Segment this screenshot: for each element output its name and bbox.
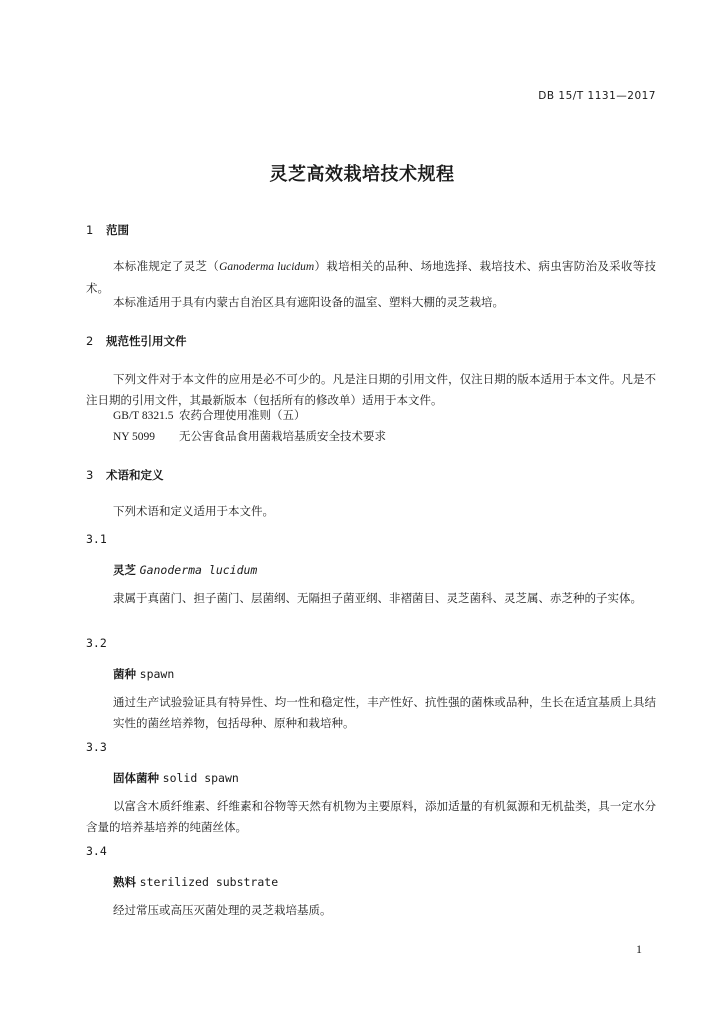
section-1-heading — [86, 222, 129, 238]
section-1-paragraph-2: 本标准适用于具有内蒙古自治区具有遮阳设备的温室、塑料大棚的灵芝栽培。 — [113, 295, 504, 309]
latin-name: Ganoderma lucidum — [219, 261, 315, 273]
term-cn: 菌种 — [113, 667, 136, 681]
section-title: 规范性引用文件 — [106, 334, 187, 348]
term-number: 3.1 — [86, 532, 107, 546]
section-number: 3 — [86, 468, 94, 482]
term-en: sterilized substrate — [139, 875, 279, 889]
term-3-1-definition: 隶属于真菌门、担子菌门、层菌纲、无隔担子菌亚纲、非褶菌目、灵芝菌科、灵芝属、赤芝种的子实体。 — [113, 591, 642, 605]
reference-title: 农药合理使用准则（五） — [179, 408, 306, 422]
text: 本标准规定了灵芝（ — [113, 259, 220, 273]
term-3-3 — [113, 770, 239, 786]
term-cn: 熟料 — [113, 875, 136, 889]
term-3-1 — [113, 562, 257, 578]
reference-item — [113, 426, 386, 448]
term-en: solid spawn — [162, 771, 239, 785]
term-3-2 — [113, 666, 174, 682]
text: ）栽培相关的品种、场地选择、栽培技术、病虫害防治及采收等技术。 — [86, 259, 657, 295]
section-3-heading — [86, 467, 164, 483]
term-en: spawn — [139, 667, 175, 681]
term-number: 3.2 — [86, 636, 107, 650]
section-2-heading — [86, 333, 187, 349]
term-3-4 — [113, 874, 278, 890]
section-number: 1 — [86, 223, 94, 237]
term-3-4-definition: 经过常压或高压灭菌处理的灵芝栽培基质。 — [113, 903, 332, 917]
document-title: 灵芝高效栽培技术规程 — [269, 164, 455, 185]
section-number: 2 — [86, 334, 94, 348]
term-cn: 灵芝 — [113, 563, 136, 577]
term-number: 3.4 — [86, 844, 107, 858]
reference-title: 无公害食品食用菌栽培基质安全技术要求 — [179, 429, 386, 443]
reference-code: NY 5099 — [113, 431, 156, 443]
term-cn: 固体菌种 — [113, 771, 159, 785]
section-title: 术语和定义 — [106, 468, 164, 482]
document-code: DB 15/T 1131—2017 — [538, 90, 656, 102]
reference-item — [113, 405, 306, 427]
term-number: 3.3 — [86, 740, 107, 754]
page-number: 1 — [636, 942, 642, 956]
term-en: Ganoderma lucidum — [139, 563, 258, 577]
section-3-intro: 下列术语和定义适用于本文件。 — [113, 504, 274, 518]
section-title: 范围 — [106, 223, 129, 237]
term-3-3-definition: 以富含木质纤维素、纤维素和谷物等天然有机物为主要原料，添加适量的有机氮源和无机盐类，具一定水分含量的培养基培养的纯菌丝体。 — [86, 799, 656, 834]
section-2-paragraph-1: 下列文件对于本文件的应用是必不可少的。凡是注日期的引用文件，仅注日期的版本适用于本文件。凡是不注日期的引用文件，其最新版本（包括所有的修改单）适用于本文件。 — [86, 372, 656, 407]
reference-code: GB/T 8321.5 — [113, 410, 174, 422]
term-3-2-definition: 通过生产试验验证具有特异性、均一性和稳定性，丰产性好、抗性强的菌株或品种，生长在适宜基质上具结实性的菌丝培养物，包括母种、原种和栽培种。 — [113, 695, 656, 730]
